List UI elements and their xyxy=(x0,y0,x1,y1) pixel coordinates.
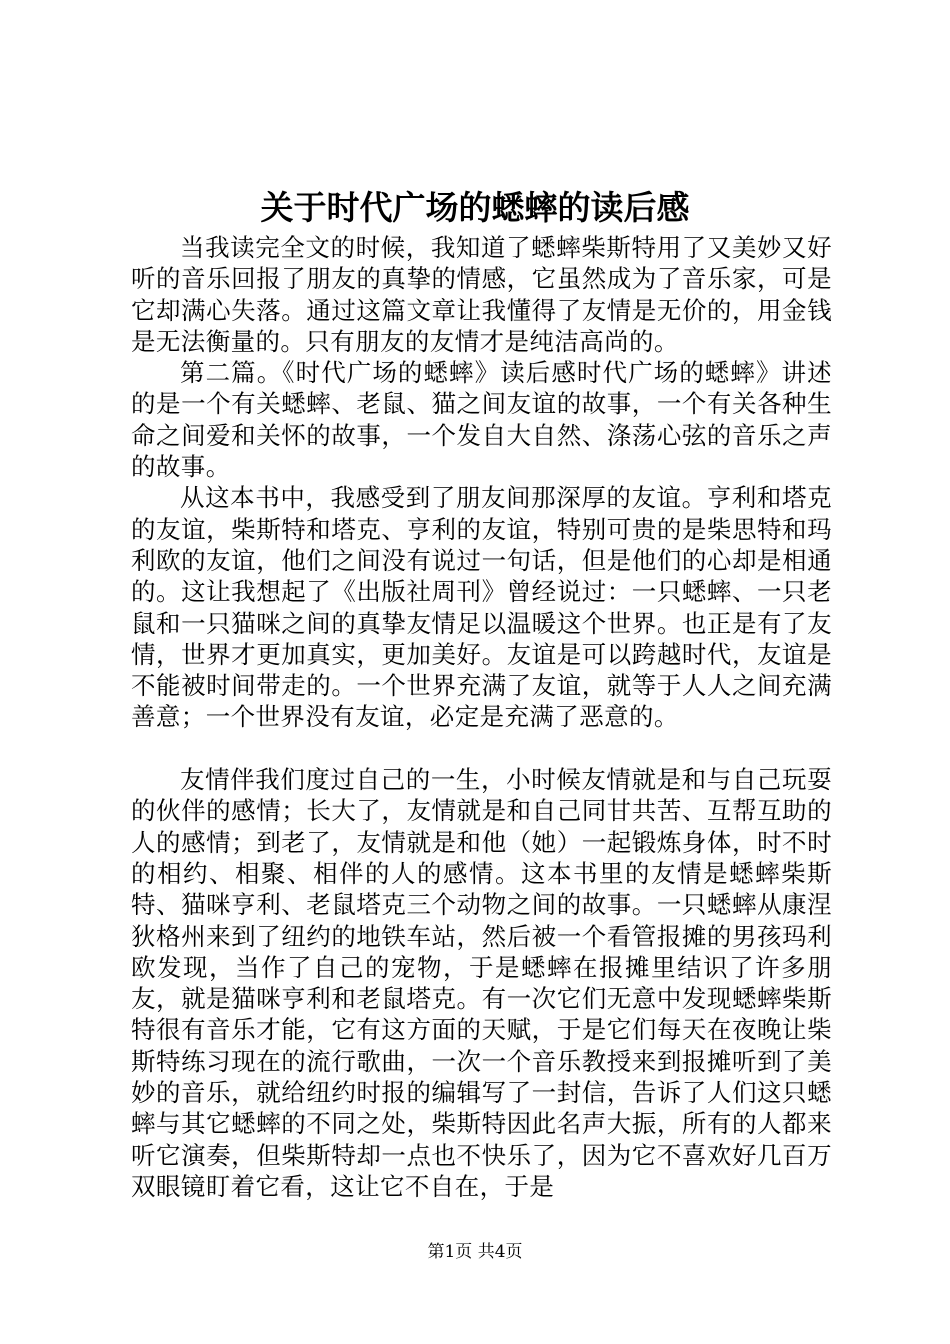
paragraph-3: 从这本书中，我感受到了朋友间那深厚的友谊。亨利和塔克的友谊，柴斯特和塔克、亨利的友谊，特别可贵的是柴思特和玛利欧的友谊，他们之间没有说过一句话，但是他们的心却是相通的。这让我想起了《出版社周刊》曾经说过：一只蟋蟀、一只老鼠和一只猫咪之间的真挚友情足以温暖这个世界。也正是有了友情，世界才更加真实，更加美好。友谊是可以跨越时代，友谊是不能被时间带走的。一个世界充满了友谊，就等于人人之间充满善意；一个世界没有友谊，必定是充满了恶意的。 xyxy=(131,483,832,732)
document-title: 关于时代广场的蟋蟀的读后感 xyxy=(260,188,690,227)
paragraph-4: 友情伴我们度过自己的一生，小时候友情就是和与自己玩耍的伙伴的感情；长大了，友情就是和自己同甘共苦、互帮互助的人的感情；到老了，友情就是和他（她）一起锻炼身体，时不时的相约、相聚、相伴的人的感情。这本书里的友情是蟋蟀柴斯特、猫咪亨利、老鼠塔克三个动物之间的故事。一只蟋蟀从康涅狄格州来到了纽约的地铁车站，然后被一个看管报摊的男孩玛利欧发现，当作了自己的宠物，于是蟋蟀在报摊里结识了许多朋友，就是猫咪亨利和老鼠塔克。有一次它们无意中发现蟋蟀柴斯特很有音乐才能，它有这方面的天赋，于是它们每天在夜晚让柴斯特练习现在的流行歌曲，一次一个音乐教授来到报摊听到了美妙的音乐，就给纽约时报的编辑写了一封信，告诉了人们这只蟋蟀与其它蟋蟀的不同之处，柴斯特因此名声大振，所有的人都来听它演奏，但柴斯特却一点也不快乐了，因为它不喜欢好几百万双眼镜盯着它看，这让它不自在，于是 xyxy=(131,765,832,1201)
paragraph-2: 第二篇。《时代广场的蟋蟀》读后感时代广场的蟋蟀》讲述的是一个有关蟋蟀、老鼠、猫之间友谊的故事，一个有关各种生命之间爱和关怀的故事，一个发自大自然、涤荡心弦的音乐之声的故事。 xyxy=(131,358,832,482)
document-body xyxy=(131,232,832,1202)
page-number-footer: 第1页 共4页 xyxy=(427,1242,523,1262)
paragraph-1: 当我读完全文的时候，我知道了蟋蟀柴斯特用了又美妙又好听的音乐回报了朋友的真挚的情感，它虽然成为了音乐家，可是它却满心失落。通过这篇文章让我懂得了友情是无价的，用金钱是无法衡量的。只有朋友的友情才是纯洁高尚的。 xyxy=(131,233,832,356)
